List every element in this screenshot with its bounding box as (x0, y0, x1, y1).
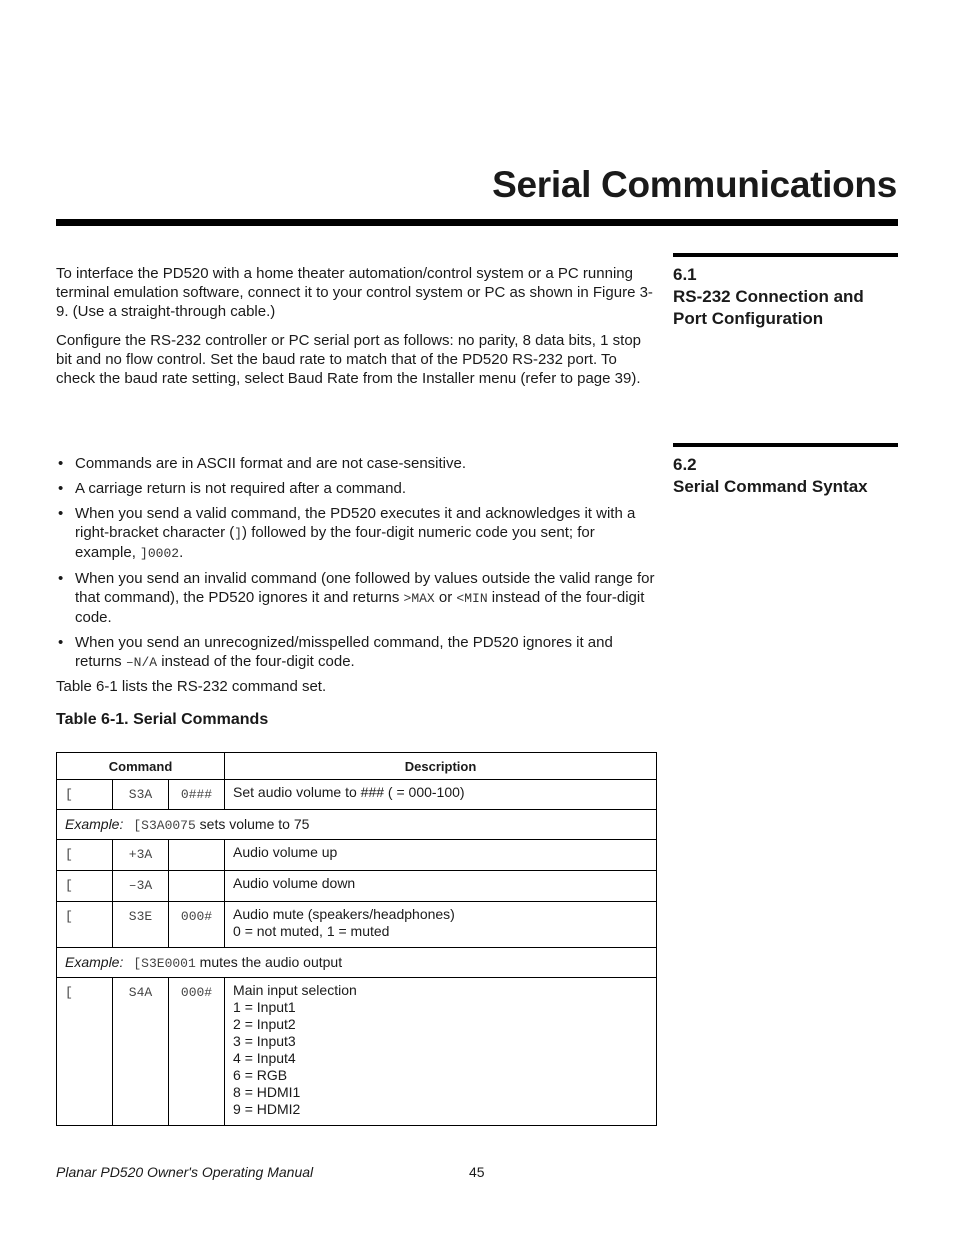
header-description: Description (225, 753, 657, 780)
table-row-example (57, 810, 657, 840)
example-code: [S3A0075 (133, 818, 196, 833)
cmd-code: S3A (113, 780, 169, 810)
inline-code: –N/A (125, 655, 158, 670)
table-row (57, 840, 657, 871)
section-rule (673, 443, 898, 447)
inline-code: <MIN (456, 591, 488, 606)
footer-manual-title: Planar PD520 Owner's Operating Manual (56, 1164, 314, 1180)
table-row (57, 978, 657, 1126)
list-item: • Commands are in ASCII format and are not case-sensitive. (56, 454, 656, 473)
example-label: Example: (65, 954, 124, 970)
section-title-line: Port Configuration (673, 309, 824, 328)
inline-code: ] (234, 526, 243, 541)
cmd-prefix: [ (57, 871, 113, 902)
cmd-prefix: [ (57, 840, 113, 871)
chapter-title: Serial Communications (492, 164, 897, 205)
inline-code: >MAX (403, 591, 435, 606)
intro-paragraph: To interface the PD520 with a home theater automation/control system or a PC running terminal emulation software, connect it to your control system or PC as shown in Figure 3-9. (Use a straight-through cable.) (56, 265, 653, 320)
cmd-value (169, 871, 225, 902)
example-text: sets volume to 75 (195, 816, 310, 832)
table-header-row (57, 753, 657, 780)
cmd-value (169, 840, 225, 871)
cmd-code: –3A (113, 871, 169, 902)
table-intro: Table 6-1 lists the RS-232 command set. (56, 678, 327, 695)
cmd-description: Audio mute (speakers/headphones) 0 = not muted, 1 = muted (225, 902, 657, 948)
cmd-description: Main input selection 1 = Input1 2 = Input2 3 = Input3 4 = Input4 6 = RGB 8 = HDMI1 9 = HDMI2 (225, 978, 657, 1126)
section-number: 6.2 (673, 455, 697, 474)
list-item: • When you send a valid command, the PD520 executes it and acknowledges it with a right-bracket character (]) followed by the four-digit numeric code you sent; for example, ]0002. (56, 504, 656, 563)
cmd-prefix: [ (57, 978, 113, 1126)
cmd-prefix: [ (57, 902, 113, 948)
section-rule (673, 253, 898, 257)
table-row (57, 902, 657, 948)
cmd-value: 0### (169, 780, 225, 810)
example-text: mutes the audio output (195, 954, 343, 970)
cmd-description: Audio volume down (225, 871, 657, 902)
cmd-description: Set audio volume to ### ( = 000-100) (225, 780, 657, 810)
section-title-line: RS-232 Connection and (673, 287, 864, 306)
section-number: 6.1 (673, 265, 697, 284)
example-label: Example: (65, 816, 124, 832)
example-code: [S3E0001 (133, 956, 196, 971)
cmd-value: 000# (169, 978, 225, 1126)
cmd-description: Audio volume up (225, 840, 657, 871)
table-row (57, 780, 657, 810)
section-heading-6-1 (673, 264, 903, 330)
serial-commands-table (56, 752, 657, 1126)
cmd-prefix: [ (57, 780, 113, 810)
cmd-value: 000# (169, 902, 225, 948)
header-command: Command (57, 753, 225, 780)
section-heading-6-2 (673, 454, 903, 498)
config-paragraph: Configure the RS-232 controller or PC serial port as follows: no parity, 8 data bits, 1 stop bit and no flow control. Set the baud rate to match that of the PD520 RS-232 port. To check the baud rate setting, select Baud Rate from the Installer menu (refer to page 39). (56, 332, 642, 387)
list-item: • A carriage return is not required after a command. (56, 479, 656, 498)
list-item: • When you send an unrecognized/misspelled command, the PD520 ignores it and returns –N/A instead of the four-digit code. (56, 633, 656, 672)
section-title: Serial Command Syntax (673, 477, 868, 496)
cmd-code: S3E (113, 902, 169, 948)
syntax-bullet-list (56, 454, 656, 678)
footer-page-number: 45 (469, 1164, 485, 1180)
title-rule (56, 219, 898, 226)
cmd-code: +3A (113, 840, 169, 871)
cmd-code: S4A (113, 978, 169, 1126)
list-item: • When you send an invalid command (one followed by values outside the valid range for that command), the PD520 ignores it and returns >MAX or <MIN instead of the four-digit code. (56, 569, 656, 627)
inline-code: ]0002 (140, 546, 180, 561)
table-row (57, 871, 657, 902)
table-caption: Table 6-1. Serial Commands (56, 711, 269, 728)
table-row-example (57, 948, 657, 978)
